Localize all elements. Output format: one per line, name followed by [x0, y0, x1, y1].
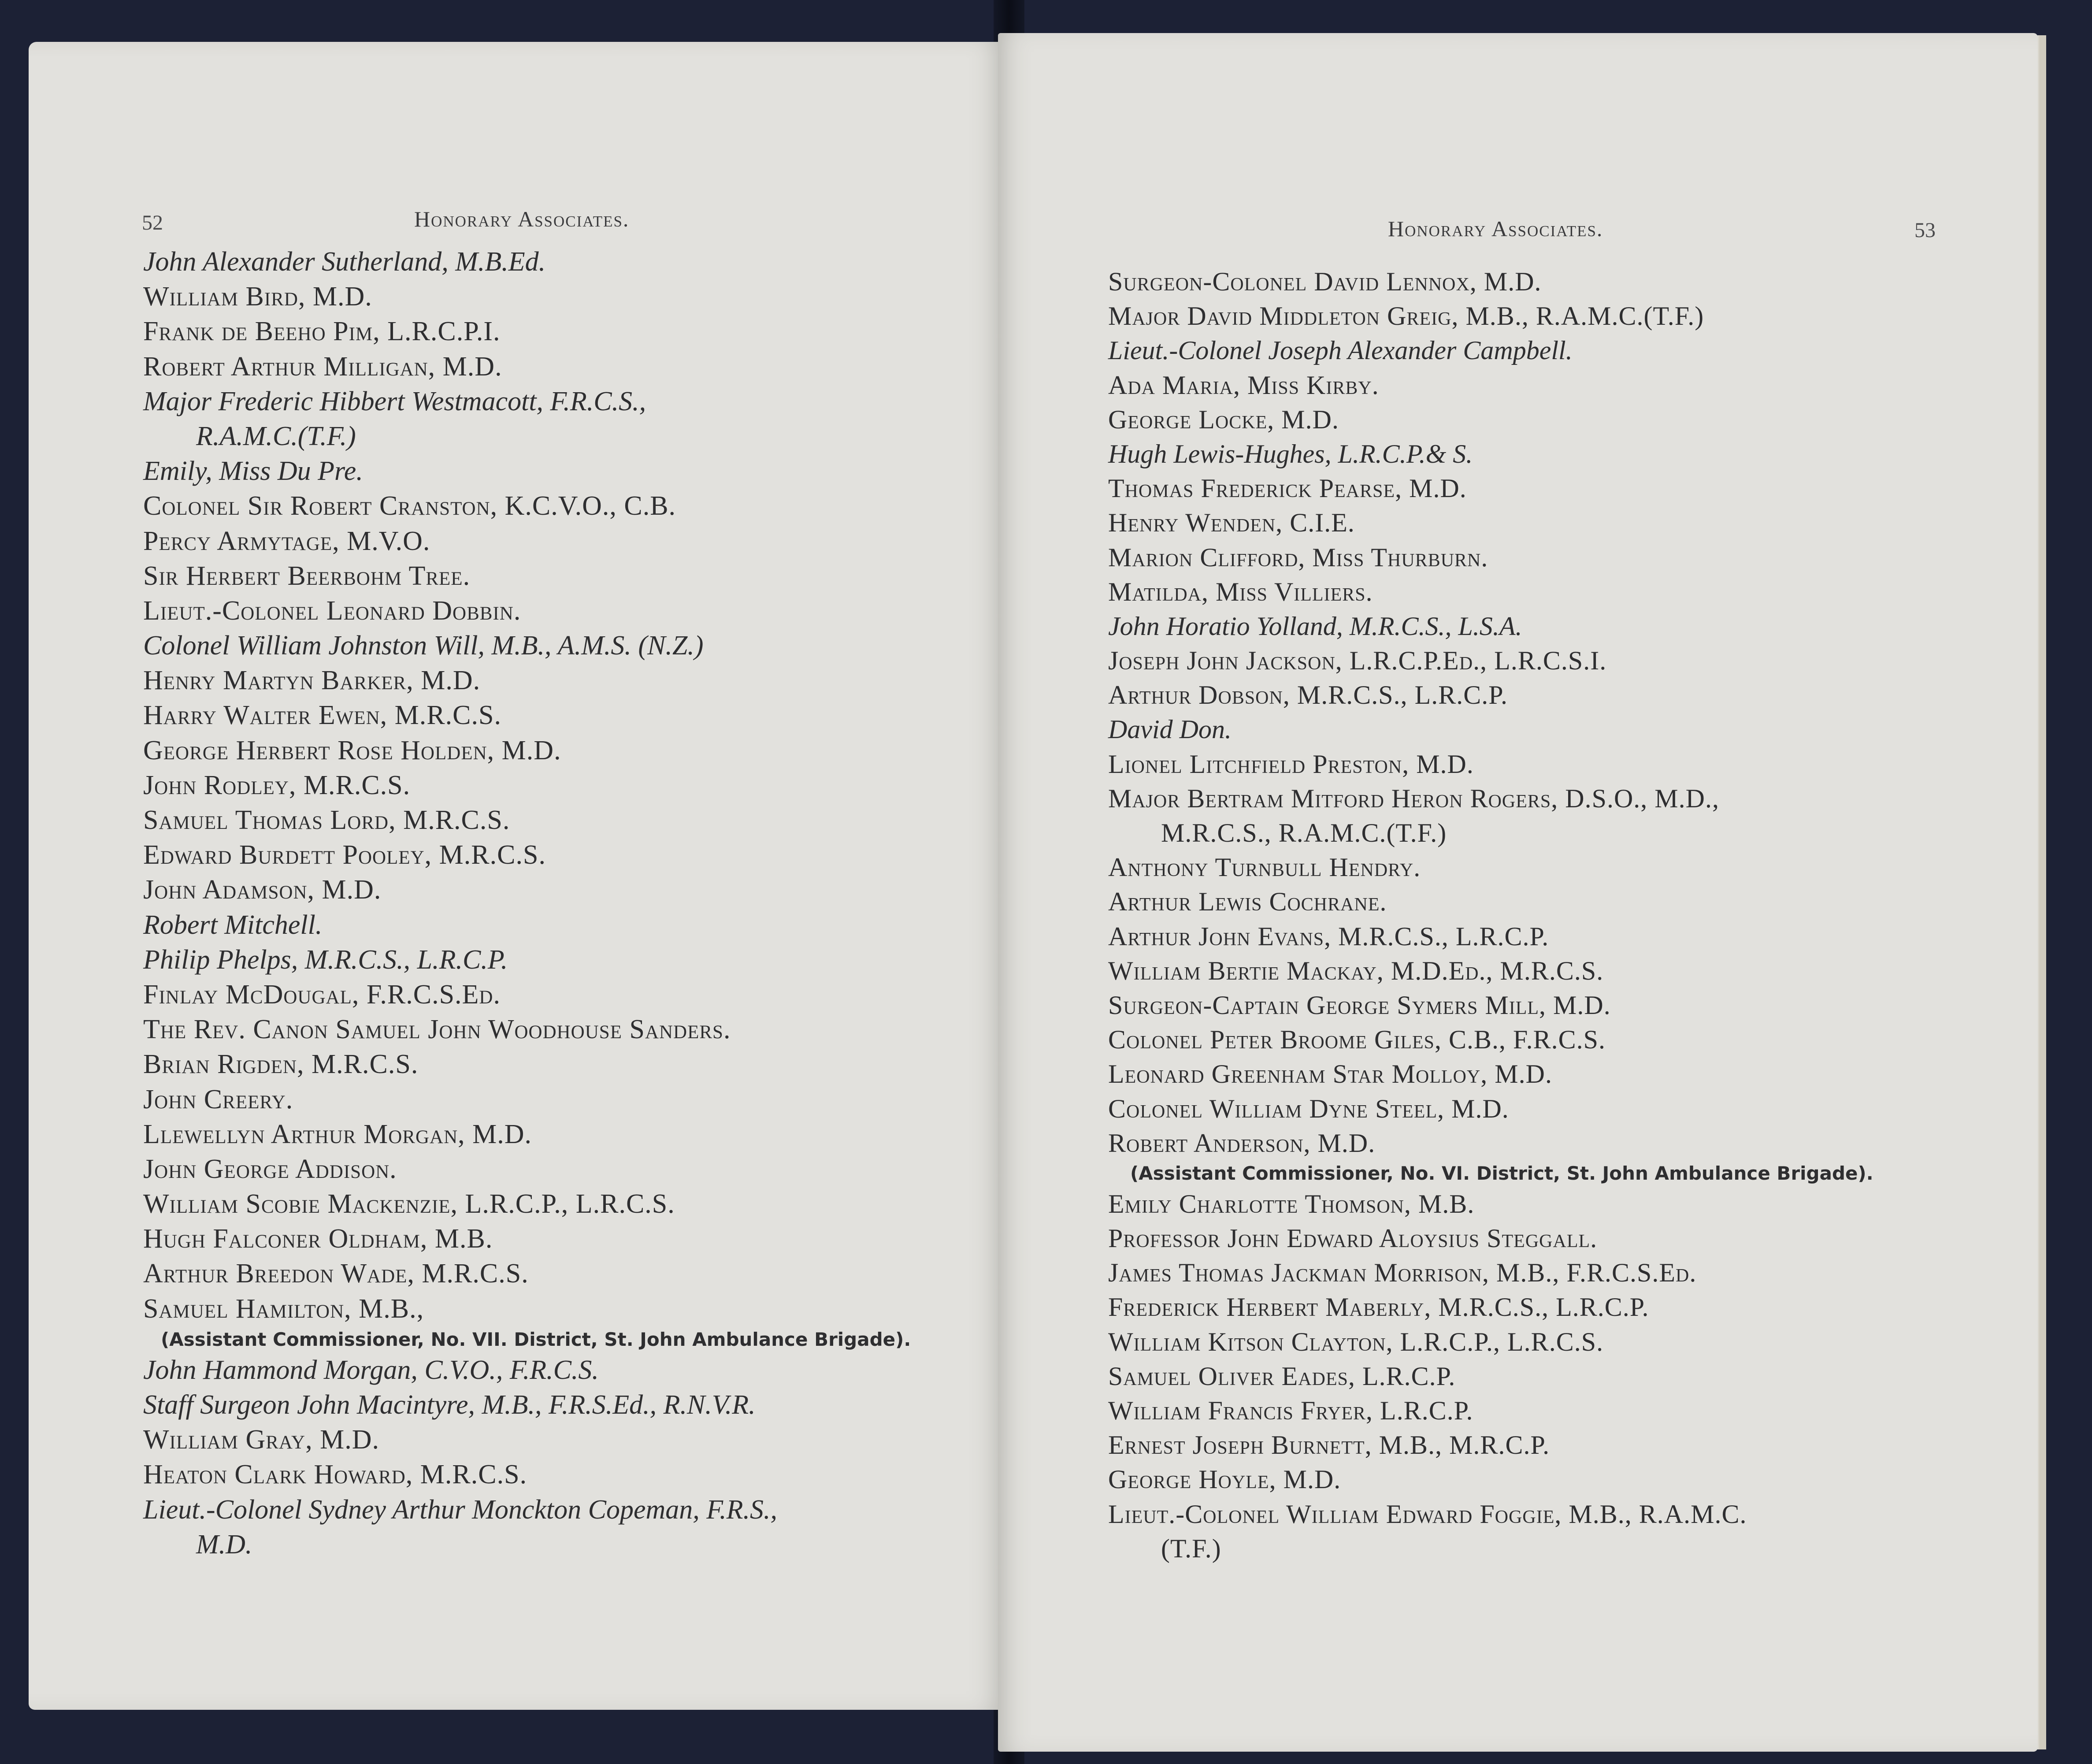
- associate-entry: Arthur Lewis Cochrane.: [1108, 887, 1387, 917]
- associate-entry: The Rev. Canon Samuel John Woodhouse Sanders.: [143, 1014, 731, 1045]
- associate-entry: Arthur John Evans, M.R.C.S., L.R.C.P.: [1108, 921, 1549, 951]
- associate-entry: John Rodley, M.R.C.S.: [143, 770, 411, 800]
- right-page-number: 53: [1914, 219, 1936, 242]
- associate-entry: William Kitson Clayton, L.R.C.P., L.R.C.S.: [1108, 1327, 1604, 1356]
- associate-entry: Thomas Frederick Pearse, M.D.: [1108, 474, 1467, 503]
- associate-entry: Henry Martyn Barker, M.D.: [143, 665, 481, 696]
- associate-entry: Robert Anderson, M.D.: [1108, 1128, 1376, 1158]
- associate-entry: David Don.: [1108, 715, 1231, 744]
- associate-entry: Samuel Thomas Lord, M.R.C.S.: [143, 805, 510, 835]
- associate-entry: Robert Mitchell.: [143, 910, 323, 940]
- associate-entry: George Hoyle, M.D.: [1108, 1465, 1341, 1494]
- associate-entry: M.D.: [196, 1529, 252, 1560]
- associate-entry: Major Frederic Hibbert Westmacott, F.R.C.S.,: [143, 386, 646, 416]
- associate-entry: Major David Middleton Greig, M.B., R.A.M.C.(T.F.): [1108, 301, 1704, 331]
- associate-entry: Major Bertram Mitford Heron Rogers, D.S.O., M.D.,: [1108, 784, 1719, 813]
- associate-entry: Frederick Herbert Maberly, M.R.C.S., L.R.C.P.: [1108, 1292, 1649, 1322]
- associate-entry: Brian Rigden, M.R.C.S.: [143, 1049, 419, 1080]
- associate-entry: William Bird, M.D.: [143, 282, 372, 312]
- associate-entry: Llewellyn Arthur Morgan, M.D.: [143, 1119, 532, 1149]
- associate-entry: Finlay McDougal, F.R.C.S.Ed.: [143, 979, 501, 1010]
- associate-entry: Frank de Beeho Pim, L.R.C.P.I.: [143, 316, 501, 347]
- page-edges-outer: [2039, 35, 2046, 1749]
- associate-note: (Assistant Commissioner, No. VI. District, St. John Ambulance Brigade).: [1130, 1162, 1873, 1184]
- associate-entry: Emily Charlotte Thomson, M.B.: [1108, 1189, 1475, 1218]
- associate-entry: Robert Arthur Milligan, M.D.: [143, 351, 502, 382]
- associate-entry: William Gray, M.D.: [143, 1425, 379, 1455]
- left-associates-list: [143, 245, 980, 1562]
- associate-entry: Surgeon-Colonel David Lennox, M.D.: [1108, 267, 1542, 296]
- associate-entry: Henry Wenden, C.I.E.: [1108, 508, 1355, 538]
- associate-entry: Ernest Joseph Burnett, M.B., M.R.C.P.: [1108, 1430, 1550, 1460]
- associate-entry: Percy Armytage, M.V.O.: [143, 526, 430, 556]
- associate-entry: Colonel Sir Robert Cranston, K.C.V.O., C.B.: [143, 491, 676, 521]
- associate-entry: Heaton Clark Howard, M.R.C.S.: [143, 1459, 527, 1490]
- associate-entry: Lieut.-Colonel Sydney Arthur Monckton Copeman, F.R.S.,: [143, 1494, 778, 1525]
- associate-entry: John Alexander Sutherland, M.B.Ed.: [143, 247, 546, 277]
- associate-entry: (T.F.): [1161, 1534, 1221, 1563]
- associate-entry: Lieut.-Colonel William Edward Foggie, M.B., R.A.M.C.: [1108, 1499, 1747, 1529]
- associate-entry: John Creery.: [143, 1084, 293, 1114]
- associate-entry: Arthur Dobson, M.R.C.S., L.R.C.P.: [1108, 680, 1508, 710]
- associate-entry: William Francis Fryer, L.R.C.P.: [1108, 1396, 1473, 1425]
- associate-entry: John Adamson, M.D.: [143, 875, 382, 905]
- associate-entry: Staff Surgeon John Macintyre, M.B., F.R.S.Ed., R.N.V.R.: [143, 1390, 756, 1420]
- associate-entry: John George Addison.: [143, 1154, 397, 1184]
- associate-note: (Assistant Commissioner, No. VII. District, St. John Ambulance Brigade).: [161, 1328, 911, 1350]
- associate-entry: William Bertie Mackay, M.D.Ed., M.R.C.S.: [1108, 956, 1604, 985]
- associate-entry: Samuel Oliver Eades, L.R.C.P.: [1108, 1361, 1456, 1391]
- associate-entry: Marion Clifford, Miss Thurburn.: [1108, 542, 1488, 572]
- associate-entry: Lieut.-Colonel Leonard Dobbin.: [143, 595, 521, 626]
- left-running-head: Honorary Associates.: [414, 207, 630, 231]
- associate-entry: Hugh Lewis-Hughes, L.R.C.P.& S.: [1108, 439, 1473, 468]
- associate-entry: Anthony Turnbull Hendry.: [1108, 853, 1421, 882]
- associate-entry: M.R.C.S., R.A.M.C.(T.F.): [1161, 818, 1447, 847]
- associate-entry: Matilda, Miss Villiers.: [1108, 577, 1373, 606]
- associate-entry: Edward Burdett Pooley, M.R.C.S.: [143, 840, 546, 870]
- associate-entry: Sir Herbert Beerbohm Tree.: [143, 561, 471, 591]
- associate-entry: Ada Maria, Miss Kirby.: [1108, 370, 1379, 400]
- associate-entry: George Herbert Rose Holden, M.D.: [143, 735, 561, 765]
- associate-entry: Colonel William Johnston Will, M.B., A.M.S. (N.Z.): [143, 631, 704, 661]
- associate-entry: Lieut.-Colonel Joseph Alexander Campbell.: [1108, 336, 1573, 365]
- associate-entry: Arthur Breedon Wade, M.R.C.S.: [143, 1259, 529, 1289]
- associate-entry: George Locke, M.D.: [1108, 405, 1339, 434]
- associate-entry: John Hammond Morgan, C.V.O., F.R.C.S.: [143, 1355, 599, 1385]
- associate-entry: Surgeon-Captain George Symers Mill, M.D.: [1108, 990, 1611, 1020]
- right-running-head: Honorary Associates.: [1388, 216, 1603, 241]
- associate-entry: Hugh Falconer Oldham, M.B.: [143, 1224, 493, 1254]
- associate-entry: R.A.M.C.(T.F.): [196, 421, 356, 451]
- right-associates-list: [1108, 264, 2016, 1566]
- associate-entry: Professor John Edward Aloysius Steggall.: [1108, 1224, 1598, 1253]
- left-page-number: 52: [142, 211, 163, 234]
- associate-entry: Philip Phelps, M.R.C.S., L.R.C.P.: [143, 944, 508, 975]
- associate-entry: Harry Walter Ewen, M.R.C.S.: [143, 700, 501, 731]
- associate-entry: Lionel Litchfield Preston, M.D.: [1108, 749, 1474, 779]
- associate-entry: William Scobie Mackenzie, L.R.C.P., L.R.C.S.: [143, 1189, 675, 1219]
- associate-entry: Colonel Peter Broome Giles, C.B., F.R.C.S.: [1108, 1025, 1606, 1055]
- associate-entry: Colonel William Dyne Steel, M.D.: [1108, 1094, 1509, 1123]
- associate-entry: Emily, Miss Du Pre.: [143, 456, 363, 486]
- associate-entry: Samuel Hamilton, M.B.,: [143, 1293, 424, 1324]
- associate-entry: James Thomas Jackman Morrison, M.B., F.R.C.S.Ed.: [1108, 1258, 1697, 1288]
- associate-entry: Leonard Greenham Star Molloy, M.D.: [1108, 1059, 1552, 1089]
- associate-entry: John Horatio Yolland, M.R.C.S., L.S.A.: [1108, 611, 1522, 641]
- associate-entry: Joseph John Jackson, L.R.C.P.Ed., L.R.C.S.I.: [1108, 646, 1607, 676]
